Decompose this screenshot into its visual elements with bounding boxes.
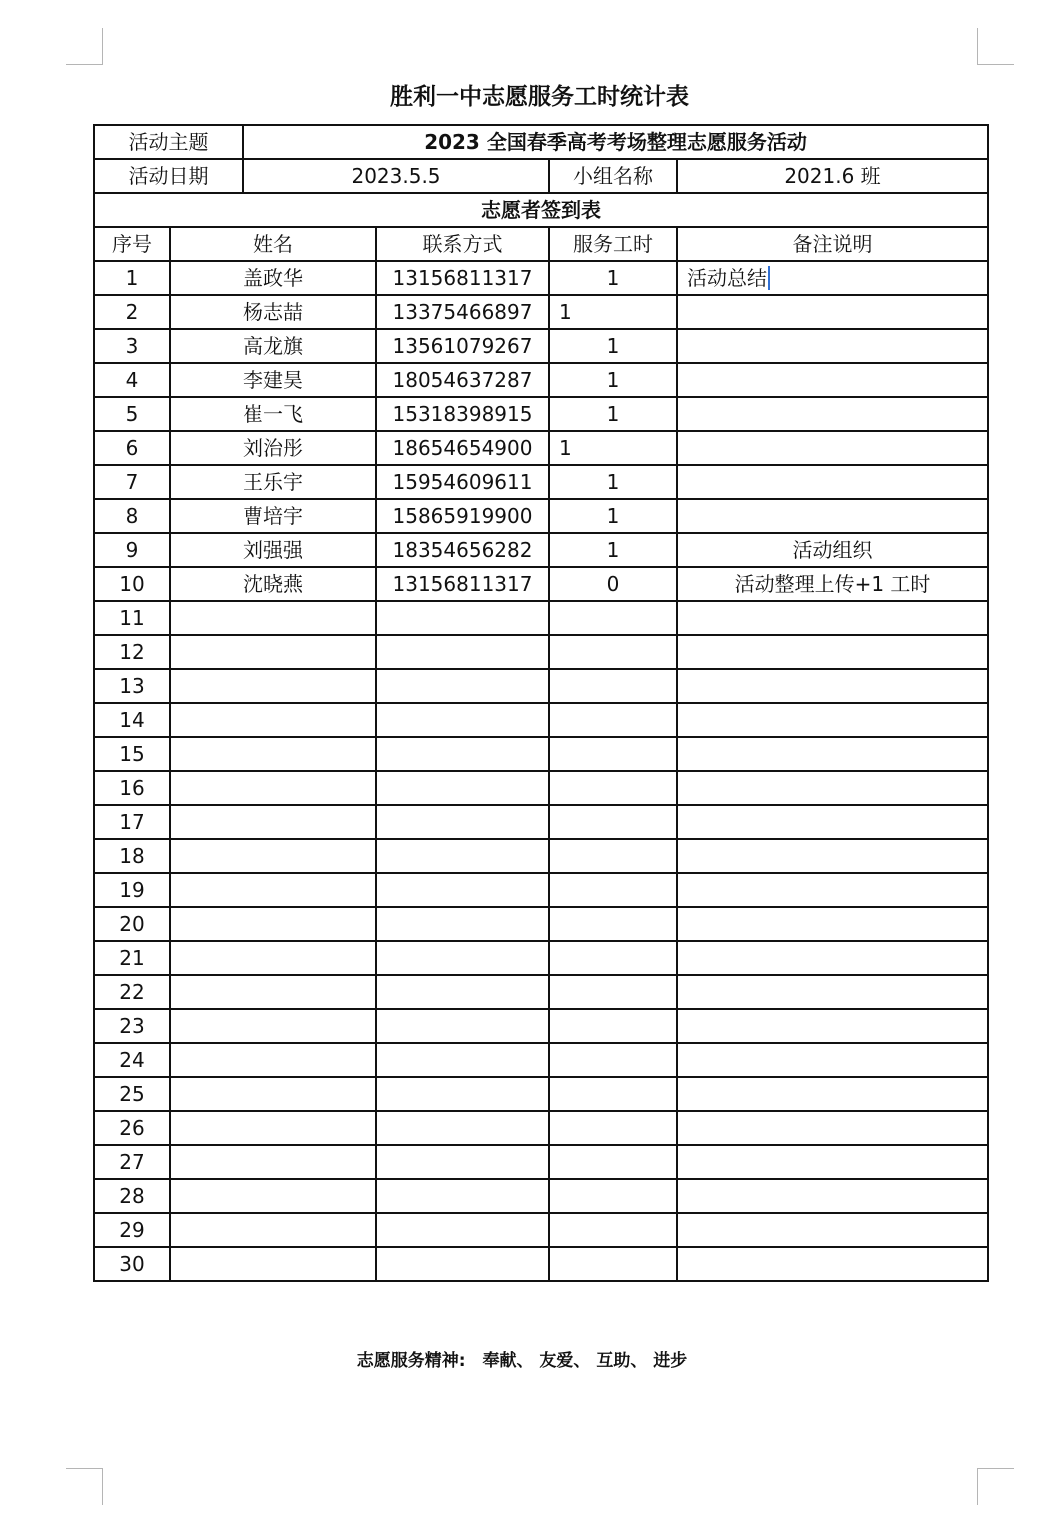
signin-title-row [94, 193, 988, 227]
service-hours-cell-text: 1 [606, 266, 620, 290]
volunteer-name-cell-text: 曹培宇 [243, 504, 303, 528]
table-row [94, 737, 988, 771]
volunteer-name-cell[interactable] [170, 1145, 376, 1179]
volunteer-name-cell[interactable] [170, 329, 376, 363]
service-hours-cell-text: 1 [606, 334, 620, 358]
phone-cell-text: 18354656282 [392, 538, 533, 562]
note-cell[interactable] [677, 1179, 988, 1213]
volunteer-name-cell[interactable] [170, 567, 376, 601]
table-row [94, 261, 988, 295]
service-hours-cell[interactable] [549, 941, 677, 975]
column-header-hours: 服务工时 [549, 227, 677, 261]
volunteer-name-cell[interactable] [170, 533, 376, 567]
service-hours-cell[interactable] [549, 1247, 677, 1281]
table-row [94, 533, 988, 567]
service-hours-cell[interactable] [549, 635, 677, 669]
service-hours-cell-text: 1 [606, 368, 620, 392]
volunteer-name-cell[interactable] [170, 601, 376, 635]
volunteer-name-cell[interactable] [170, 907, 376, 941]
volunteer-name-cell[interactable] [170, 1213, 376, 1247]
column-header-note: 备注说明 [677, 227, 988, 261]
table-row [94, 397, 988, 431]
row-number-cell-text: 6 [125, 436, 139, 460]
row-number-cell[interactable] [94, 1111, 170, 1145]
crop-mark-top-right [977, 28, 1014, 65]
row-number-cell[interactable] [94, 295, 170, 329]
table-row [94, 1009, 988, 1043]
row-number-cell[interactable] [94, 737, 170, 771]
volunteer-name-cell-text: 李建昊 [243, 368, 303, 392]
service-hours-cell[interactable] [549, 533, 677, 567]
phone-cell[interactable] [376, 771, 549, 805]
service-hours-cell[interactable] [549, 499, 677, 533]
note-cell[interactable] [677, 839, 988, 873]
phone-cell[interactable] [376, 1179, 549, 1213]
phone-cell[interactable] [376, 805, 549, 839]
service-hours-cell-text: 1 [606, 538, 620, 562]
table-row [94, 1111, 988, 1145]
phone-cell-text: 13156811317 [392, 572, 533, 596]
activity-date-label: 活动日期 [94, 159, 243, 193]
volunteer-name-cell[interactable] [170, 839, 376, 873]
phone-cell-text: 13375466897 [392, 300, 533, 324]
phone-cell[interactable] [376, 329, 549, 363]
phone-cell[interactable] [376, 567, 549, 601]
crop-mark-bottom-right [977, 1468, 1014, 1505]
table-row [94, 431, 988, 465]
activity-theme-row [94, 125, 988, 159]
table-row [94, 1179, 988, 1213]
table-row [94, 295, 988, 329]
phone-cell[interactable] [376, 1043, 549, 1077]
row-number-cell-text: 14 [119, 708, 145, 732]
service-hours-cell-text: 1 [606, 504, 620, 528]
table-row [94, 1145, 988, 1179]
phone-cell[interactable] [376, 295, 549, 329]
volunteer-name-cell[interactable] [170, 635, 376, 669]
row-number-cell-text: 9 [125, 538, 139, 562]
volunteer-name-cell[interactable] [170, 363, 376, 397]
service-hours-cell-text: 1 [559, 436, 572, 460]
row-number-cell[interactable] [94, 805, 170, 839]
phone-cell[interactable] [376, 669, 549, 703]
service-hours-cell[interactable] [549, 601, 677, 635]
table-row [94, 1077, 988, 1111]
row-number-cell[interactable] [94, 431, 170, 465]
row-number-cell[interactable] [94, 1145, 170, 1179]
row-number-cell-text: 2 [125, 300, 139, 324]
note-cell-text: 活动总结 [687, 266, 767, 290]
service-hours-cell[interactable] [549, 975, 677, 1009]
row-number-cell[interactable] [94, 397, 170, 431]
service-hours-cell[interactable] [549, 567, 677, 601]
service-hours-cell[interactable] [549, 703, 677, 737]
service-hours-cell-text: 0 [606, 572, 620, 596]
volunteer-name-cell[interactable] [170, 261, 376, 295]
table-row [94, 601, 988, 635]
phone-cell[interactable] [376, 941, 549, 975]
note-cell[interactable] [677, 363, 988, 397]
volunteer-name-cell[interactable] [170, 805, 376, 839]
phone-cell[interactable] [376, 465, 549, 499]
table-row [94, 465, 988, 499]
note-cell-text: 活动组织 [792, 538, 873, 562]
phone-cell[interactable] [376, 533, 549, 567]
phone-cell[interactable] [376, 635, 549, 669]
service-hours-cell[interactable] [549, 669, 677, 703]
volunteer-name-cell[interactable] [170, 1043, 376, 1077]
row-number-cell-text: 13 [119, 674, 145, 698]
service-hours-cell[interactable] [549, 737, 677, 771]
row-number-cell-text: 21 [119, 946, 145, 970]
volunteer-name-cell[interactable] [170, 873, 376, 907]
row-number-cell-text: 20 [119, 912, 145, 936]
row-number-cell-text: 1 [125, 266, 139, 290]
row-number-cell-text: 17 [119, 810, 145, 834]
note-cell[interactable] [677, 1247, 988, 1281]
crop-mark-bottom-left [66, 1468, 103, 1505]
note-cell[interactable] [677, 431, 988, 465]
row-number-cell[interactable] [94, 1247, 170, 1281]
phone-cell-text: 15954609611 [392, 470, 533, 494]
row-number-cell[interactable] [94, 567, 170, 601]
table-row [94, 363, 988, 397]
volunteer-name-cell[interactable] [170, 941, 376, 975]
row-number-cell-text: 16 [119, 776, 145, 800]
note-cell[interactable] [677, 601, 988, 635]
phone-cell-text: 15865919900 [392, 504, 533, 528]
note-cell[interactable] [677, 499, 988, 533]
note-cell[interactable] [677, 771, 988, 805]
column-header-phone: 联系方式 [376, 227, 549, 261]
phone-cell[interactable] [376, 873, 549, 907]
volunteer-name-cell[interactable] [170, 1077, 376, 1111]
row-number-cell-text: 15 [119, 742, 145, 766]
volunteer-name-cell-text: 王乐宇 [243, 470, 303, 494]
signin-table-title: 志愿者签到表 [94, 193, 988, 227]
table-row [94, 805, 988, 839]
note-cell[interactable] [677, 1145, 988, 1179]
service-hours-cell[interactable] [549, 1179, 677, 1213]
row-number-cell-text: 22 [119, 980, 145, 1004]
row-number-cell[interactable] [94, 499, 170, 533]
row-number-cell[interactable] [94, 533, 170, 567]
row-number-cell[interactable] [94, 465, 170, 499]
service-hours-cell[interactable] [549, 839, 677, 873]
row-number-cell[interactable] [94, 1009, 170, 1043]
row-number-cell[interactable] [94, 601, 170, 635]
service-hours-cell[interactable] [549, 261, 677, 295]
column-header-name: 姓名 [170, 227, 376, 261]
volunteer-hours-table [93, 124, 989, 1282]
text-cursor [768, 266, 770, 290]
row-number-cell[interactable] [94, 975, 170, 1009]
row-number-cell[interactable] [94, 669, 170, 703]
note-cell[interactable] [677, 329, 988, 363]
note-cell[interactable] [677, 1009, 988, 1043]
phone-cell[interactable] [376, 499, 549, 533]
note-cell[interactable] [677, 805, 988, 839]
volunteer-name-cell[interactable] [170, 1179, 376, 1213]
phone-cell[interactable] [376, 261, 549, 295]
phone-cell[interactable] [376, 1077, 549, 1111]
note-cell-text: 活动整理上传+1 工时 [734, 572, 931, 596]
note-cell[interactable] [677, 737, 988, 771]
table-row [94, 703, 988, 737]
row-number-cell[interactable] [94, 941, 170, 975]
volunteer-name-cell-text: 杨志喆 [243, 300, 303, 324]
table-row [94, 499, 988, 533]
phone-cell[interactable] [376, 431, 549, 465]
row-number-cell[interactable] [94, 635, 170, 669]
table-row [94, 567, 988, 601]
row-number-cell[interactable] [94, 363, 170, 397]
table-row [94, 1247, 988, 1281]
service-hours-cell[interactable] [549, 1043, 677, 1077]
volunteer-name-cell[interactable] [170, 465, 376, 499]
volunteer-name-cell-text: 崔一飞 [243, 402, 303, 426]
volunteer-name-cell[interactable] [170, 1009, 376, 1043]
activity-theme-value[interactable]: 2023 全国春季高考考场整理志愿服务活动 [243, 125, 988, 159]
service-hours-cell-text: 1 [606, 470, 620, 494]
row-number-cell[interactable] [94, 771, 170, 805]
row-number-cell[interactable] [94, 329, 170, 363]
volunteer-name-cell[interactable] [170, 431, 376, 465]
volunteer-name-cell-text: 刘治彤 [243, 436, 303, 460]
table-row [94, 873, 988, 907]
row-number-cell-text: 12 [119, 640, 145, 664]
table-row [94, 907, 988, 941]
volunteer-name-cell[interactable] [170, 771, 376, 805]
group-name-label: 小组名称 [549, 159, 677, 193]
service-hours-cell-text: 1 [559, 300, 572, 324]
table-row [94, 771, 988, 805]
row-number-cell[interactable] [94, 873, 170, 907]
service-hours-cell[interactable] [549, 1213, 677, 1247]
note-cell[interactable] [677, 397, 988, 431]
service-hours-cell[interactable] [549, 295, 677, 329]
row-number-cell[interactable] [94, 1043, 170, 1077]
row-number-cell[interactable] [94, 1077, 170, 1111]
service-hours-cell[interactable] [549, 907, 677, 941]
volunteer-name-cell[interactable] [170, 499, 376, 533]
row-number-cell[interactable] [94, 1213, 170, 1247]
phone-cell[interactable] [376, 703, 549, 737]
row-number-cell-text: 7 [125, 470, 139, 494]
row-number-cell[interactable] [94, 261, 170, 295]
phone-cell-text: 18654654900 [392, 436, 533, 460]
document-title: 胜利一中志愿服务工时统计表 [390, 84, 689, 110]
volunteer-name-cell[interactable] [170, 703, 376, 737]
note-cell[interactable] [677, 1111, 988, 1145]
activity-theme-label: 活动主题 [94, 125, 243, 159]
phone-cell[interactable] [376, 839, 549, 873]
row-number-cell-text: 23 [119, 1014, 145, 1038]
volunteer-name-cell[interactable] [170, 295, 376, 329]
row-number-cell-text: 4 [125, 368, 139, 392]
table-row [94, 839, 988, 873]
row-number-cell[interactable] [94, 1179, 170, 1213]
row-number-cell[interactable] [94, 907, 170, 941]
phone-cell[interactable] [376, 363, 549, 397]
row-number-cell-text: 29 [119, 1218, 145, 1242]
phone-cell[interactable] [376, 737, 549, 771]
volunteer-name-cell[interactable] [170, 1111, 376, 1145]
note-cell[interactable] [677, 703, 988, 737]
volunteer-name-cell-text: 高龙旗 [243, 334, 303, 358]
note-cell[interactable] [677, 1213, 988, 1247]
phone-cell[interactable] [376, 601, 549, 635]
row-number-cell-text: 30 [119, 1252, 145, 1276]
service-hours-cell[interactable] [549, 771, 677, 805]
phone-cell[interactable] [376, 1247, 549, 1281]
column-header-no: 序号 [94, 227, 170, 261]
row-number-cell-text: 24 [119, 1048, 145, 1072]
service-hours-cell-text: 1 [606, 402, 620, 426]
phone-cell[interactable] [376, 907, 549, 941]
row-number-cell-text: 18 [119, 844, 145, 868]
volunteer-name-cell[interactable] [170, 669, 376, 703]
phone-cell[interactable] [376, 1009, 549, 1043]
phone-cell[interactable] [376, 1111, 549, 1145]
activity-date-value[interactable]: 2023.5.5 [243, 159, 549, 193]
note-cell[interactable] [677, 907, 988, 941]
volunteer-name-cell[interactable] [170, 1247, 376, 1281]
volunteer-name-cell[interactable] [170, 737, 376, 771]
service-hours-cell[interactable] [549, 873, 677, 907]
phone-cell-text: 18054637287 [392, 368, 533, 392]
note-cell[interactable] [677, 873, 988, 907]
service-hours-cell[interactable] [549, 363, 677, 397]
note-cell[interactable] [677, 533, 988, 567]
row-number-cell-text: 28 [119, 1184, 145, 1208]
row-number-cell[interactable] [94, 703, 170, 737]
service-hours-cell[interactable] [549, 465, 677, 499]
activity-date-row [94, 159, 988, 193]
volunteer-spirit-footer: 志愿服务精神: 奉献、 友爱、 互助、 进步 [356, 1351, 688, 1371]
service-hours-cell[interactable] [549, 397, 677, 431]
table-row [94, 1213, 988, 1247]
row-number-cell-text: 3 [125, 334, 139, 358]
note-cell[interactable] [677, 1077, 988, 1111]
volunteer-name-cell-text: 沈晓燕 [243, 572, 303, 596]
note-cell[interactable] [677, 295, 988, 329]
volunteer-name-cell[interactable] [170, 397, 376, 431]
row-number-cell-text: 11 [119, 606, 145, 630]
phone-cell[interactable] [376, 397, 549, 431]
volunteer-name-cell[interactable] [170, 975, 376, 1009]
note-cell[interactable] [677, 669, 988, 703]
table-row [94, 975, 988, 1009]
table-row [94, 1043, 988, 1077]
table-row [94, 635, 988, 669]
row-number-cell-text: 27 [119, 1150, 145, 1174]
phone-cell[interactable] [376, 1213, 549, 1247]
note-cell[interactable] [677, 261, 988, 295]
row-number-cell-text: 26 [119, 1116, 145, 1140]
phone-cell[interactable] [376, 975, 549, 1009]
note-cell[interactable] [677, 567, 988, 601]
table-row [94, 941, 988, 975]
service-hours-cell[interactable] [549, 1145, 677, 1179]
table-row [94, 329, 988, 363]
note-cell[interactable] [677, 941, 988, 975]
service-hours-cell[interactable] [549, 431, 677, 465]
row-number-cell-text: 10 [119, 572, 145, 596]
phone-cell-text: 13156811317 [392, 266, 533, 290]
note-cell[interactable] [677, 635, 988, 669]
note-cell[interactable] [677, 975, 988, 1009]
phone-cell[interactable] [376, 1145, 549, 1179]
phone-cell-text: 13561079267 [392, 334, 533, 358]
volunteer-name-cell-text: 盖政华 [243, 266, 303, 290]
phone-cell-text: 15318398915 [392, 402, 533, 426]
service-hours-cell[interactable] [549, 1009, 677, 1043]
service-hours-cell[interactable] [549, 1111, 677, 1145]
column-header-row [94, 227, 988, 261]
volunteer-name-cell-text: 刘强强 [243, 538, 303, 562]
row-number-cell-text: 5 [125, 402, 139, 426]
row-number-cell-text: 8 [125, 504, 139, 528]
row-number-cell-text: 19 [119, 878, 145, 902]
note-cell[interactable] [677, 1043, 988, 1077]
row-number-cell-text: 25 [119, 1082, 145, 1106]
note-cell[interactable] [677, 465, 988, 499]
service-hours-cell[interactable] [549, 329, 677, 363]
row-number-cell[interactable] [94, 839, 170, 873]
crop-mark-top-left [66, 28, 103, 65]
service-hours-cell[interactable] [549, 1077, 677, 1111]
table-row [94, 669, 988, 703]
group-name-value[interactable]: 2021.6 班 [677, 159, 988, 193]
service-hours-cell[interactable] [549, 805, 677, 839]
